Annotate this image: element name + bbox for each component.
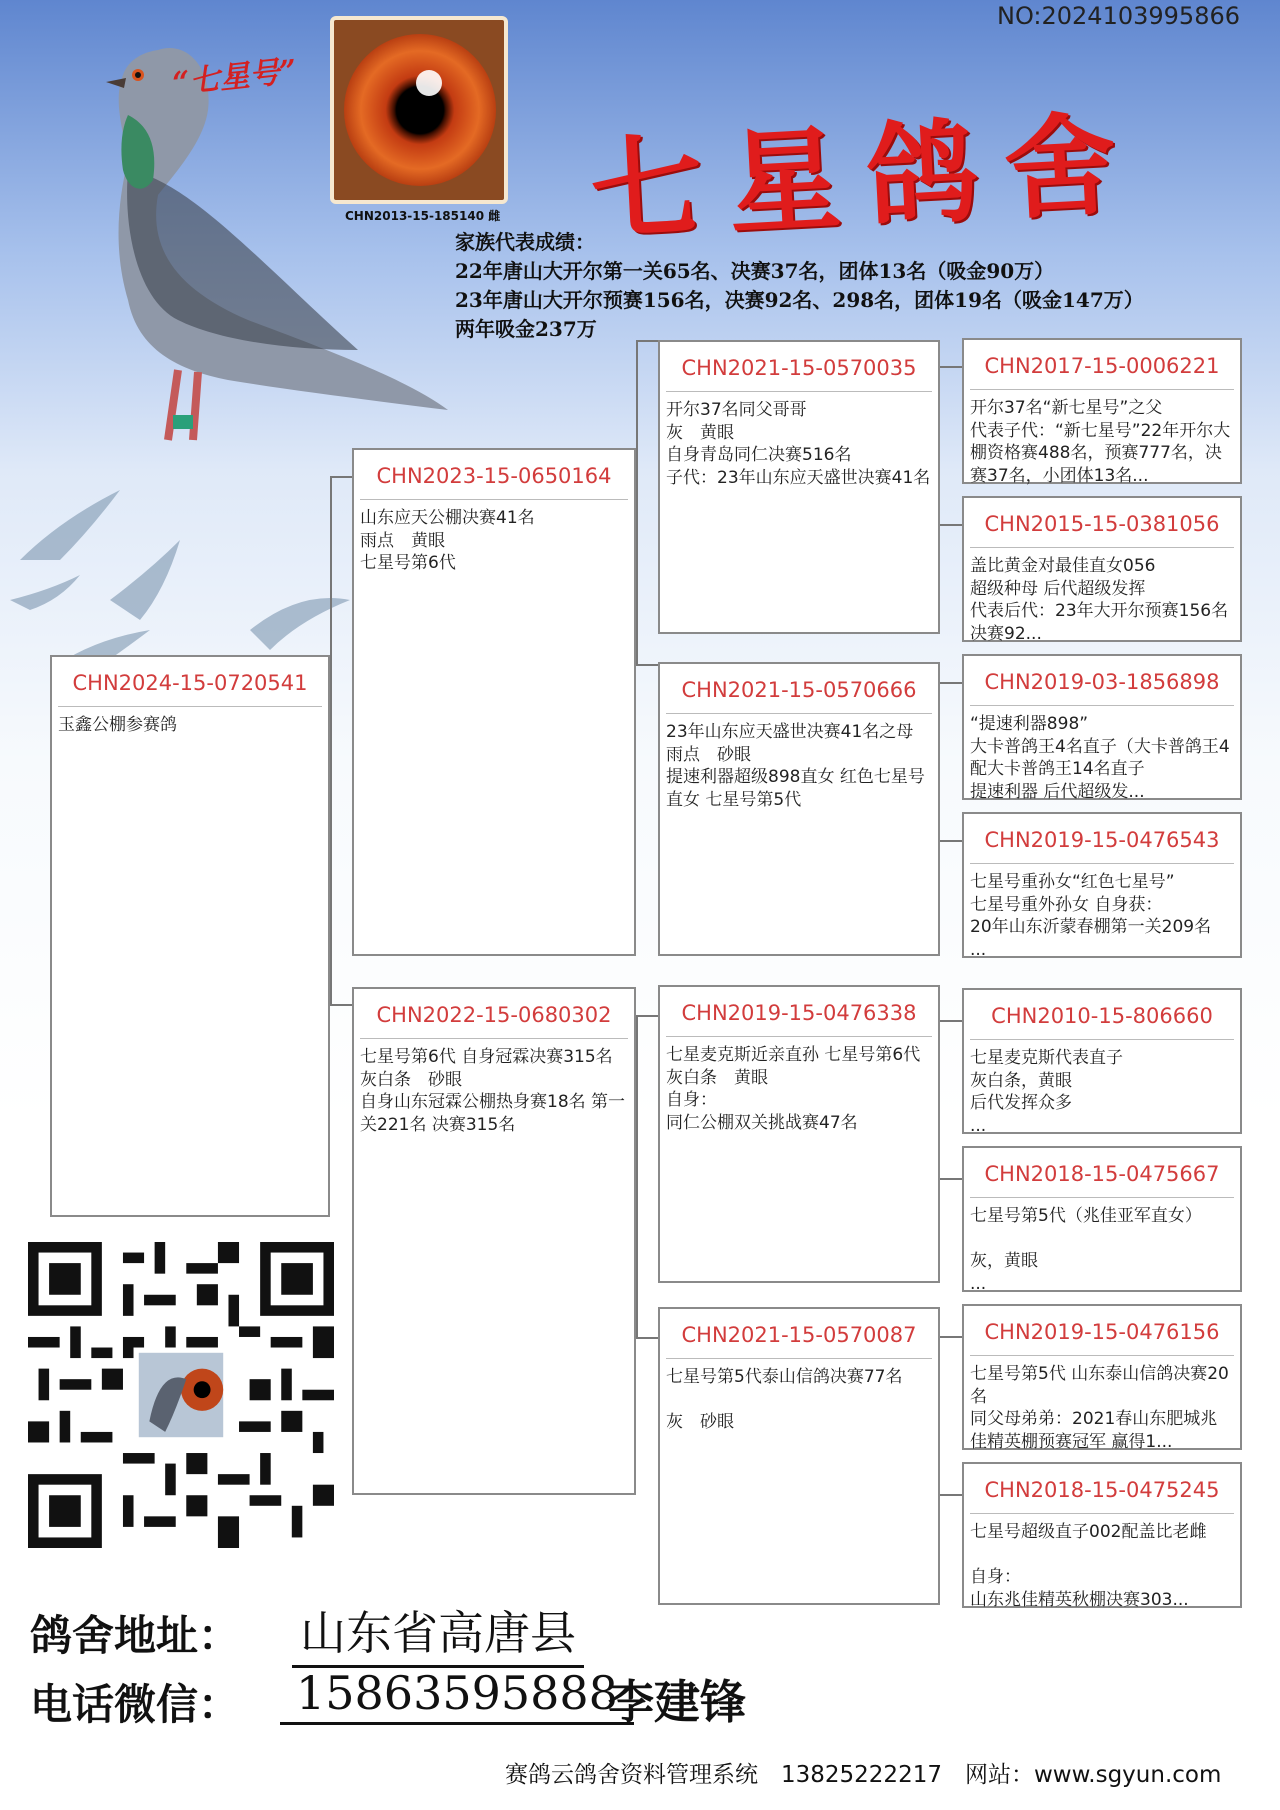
family-achievements xyxy=(455,228,1144,344)
flying-birds-decoration xyxy=(0,480,360,680)
pigeon-notes: “提速利器898” 大卡普鸽王4名直子（大卡普鸽王4配大卡普鸽王14名直子 提速利器 后代超级发... xyxy=(970,714,1230,802)
pigeon-notes: 七星麦克斯代表直子 灰白条，黄眼 后代发挥众多 ... xyxy=(970,1048,1123,1136)
pigeon-notes: 七星麦克斯近亲直孙 七星号第6代 灰白条 黄眼 自身： 同仁公棚双关挑战赛47名 xyxy=(666,1045,921,1133)
pedigree-ggp-1 xyxy=(962,338,1242,484)
ring-number: CHN2019-15-0476338 xyxy=(666,987,932,1037)
achievement-line: 23年唐山大开尔预赛156名，决赛92名、298名，团体19名（吸金147万） xyxy=(455,288,1144,312)
ring-number: CHN2019-15-0476543 xyxy=(970,814,1234,864)
pigeon-notes: 开尔37名“新七星号”之父 代表子代：“新七星号”22年开尔大棚资格赛488名，预赛777名，决赛37名，小团体13名... xyxy=(970,398,1231,486)
pedigree-subject xyxy=(50,655,330,1217)
ring-number: CHN2015-15-0381056 xyxy=(970,498,1234,548)
pedigree-ggp-2 xyxy=(962,496,1242,642)
pedigree-ggp-4 xyxy=(962,812,1242,958)
pedigree-dam-dam xyxy=(658,1307,940,1605)
phone-label: 电话微信： xyxy=(30,1680,241,1729)
pigeon-notes: 七星号第5代（兆佳亚军直女） 灰，黄眼 ... xyxy=(970,1206,1202,1294)
footer-info: 赛鸽云鸽舍资料管理系统 13825222217 网站：www.sgyun.com xyxy=(505,1762,1222,1788)
achievement-line: 家族代表成绩： xyxy=(455,230,595,254)
ring-number: CHN2017-15-0006221 xyxy=(970,340,1234,390)
ring-number: CHN2019-15-0476156 xyxy=(970,1306,1234,1356)
pedigree-dam xyxy=(352,987,636,1495)
pigeon-notes: 七星号第5代 山东泰山信鸽决赛20名 同父母弟弟：2021春山东肥城兆佳精英棚预赛冠军 赢得1... xyxy=(970,1364,1229,1452)
ring-number: CHN2021-15-0570087 xyxy=(666,1309,932,1359)
pedigree-ggp-5 xyxy=(962,988,1242,1134)
pedigree-ggp-8 xyxy=(962,1462,1242,1608)
phone-value[interactable]: 15863595888 xyxy=(280,1666,634,1725)
pigeon-notes: 23年山东应天盛世决赛41名之母 雨点 砂眼 提速利器超级898直女 红色七星号直女 七星号第5代 xyxy=(666,722,925,810)
loft-title: 七星鸽舍 xyxy=(587,97,1146,258)
pedigree-sire xyxy=(352,448,636,956)
ring-number: CHN2021-15-0570035 xyxy=(666,342,932,392)
ring-number: CHN2019-03-1856898 xyxy=(970,656,1234,706)
pigeon-notes: 开尔37名同父哥哥 灰 黄眼 自身青岛同仁决赛516名 子代：23年山东应天盛世决赛41名 xyxy=(666,400,931,488)
ring-number: CHN2018-15-0475667 xyxy=(970,1148,1234,1198)
pigeon-notes: 七星号超级直子002配盖比老雌 自身： 山东兆佳精英秋棚决赛303... xyxy=(970,1522,1207,1610)
ring-number: CHN2010-15-806660 xyxy=(970,990,1234,1040)
pedigree-dam-sire xyxy=(658,985,940,1283)
eye-photo xyxy=(330,16,508,204)
ring-number: CHN2022-15-0680302 xyxy=(360,989,628,1039)
achievement-line: 两年吸金237万 xyxy=(455,317,597,341)
pigeon-notes: 盖比黄金对最佳直女056 超级种母 后代超级发挥 代表后代：23年大开尔预赛156名 决赛92... xyxy=(970,556,1229,644)
pigeon-nickname: “七星号” xyxy=(170,53,299,102)
ring-number: CHN2018-15-0475245 xyxy=(970,1464,1234,1514)
pigeon-notes: 玉鑫公棚参赛鸽 xyxy=(58,715,177,735)
ring-number: CHN2021-15-0570666 xyxy=(666,664,932,714)
pigeon-notes: 七星号重孙女“红色七星号” 七星号重外孙女 自身获： 20年山东沂蒙春棚第一关209名 ... xyxy=(970,872,1212,960)
address-label: 鸽舍地址： xyxy=(30,1611,241,1660)
qr-code[interactable] xyxy=(28,1242,334,1548)
pigeon-notes: 七星号第6代 自身冠霖决赛315名 灰白条 砂眼 自身山东冠霖公棚热身赛18名 第一关221名 决赛315名 xyxy=(360,1047,626,1135)
pigeon-notes: 山东应天公棚决赛41名 雨点 黄眼 七星号第6代 xyxy=(360,508,535,573)
address-value: 山东省高唐县 xyxy=(292,1597,584,1668)
contact-name: 李建锋 xyxy=(608,1675,746,1729)
pedigree-ggp-7 xyxy=(962,1304,1242,1450)
ring-number: CHN2024-15-0720541 xyxy=(58,657,322,707)
record-number: NO:2024103995866 xyxy=(996,2,1240,30)
ring-number: CHN2023-15-0650164 xyxy=(360,450,628,500)
eye-caption: CHN2013-15-185140 雌 xyxy=(345,209,501,223)
pigeon-notes: 七星号第5代泰山信鸽决赛77名 灰 砂眼 xyxy=(666,1367,903,1432)
pedigree-sire-sire xyxy=(658,340,940,634)
pedigree-ggp-3 xyxy=(962,654,1242,800)
pedigree-sire-dam xyxy=(658,662,940,956)
pedigree-ggp-6 xyxy=(962,1146,1242,1292)
achievement-line: 22年唐山大开尔第一关65名、决赛37名，团体13名（吸金90万） xyxy=(455,259,1055,283)
